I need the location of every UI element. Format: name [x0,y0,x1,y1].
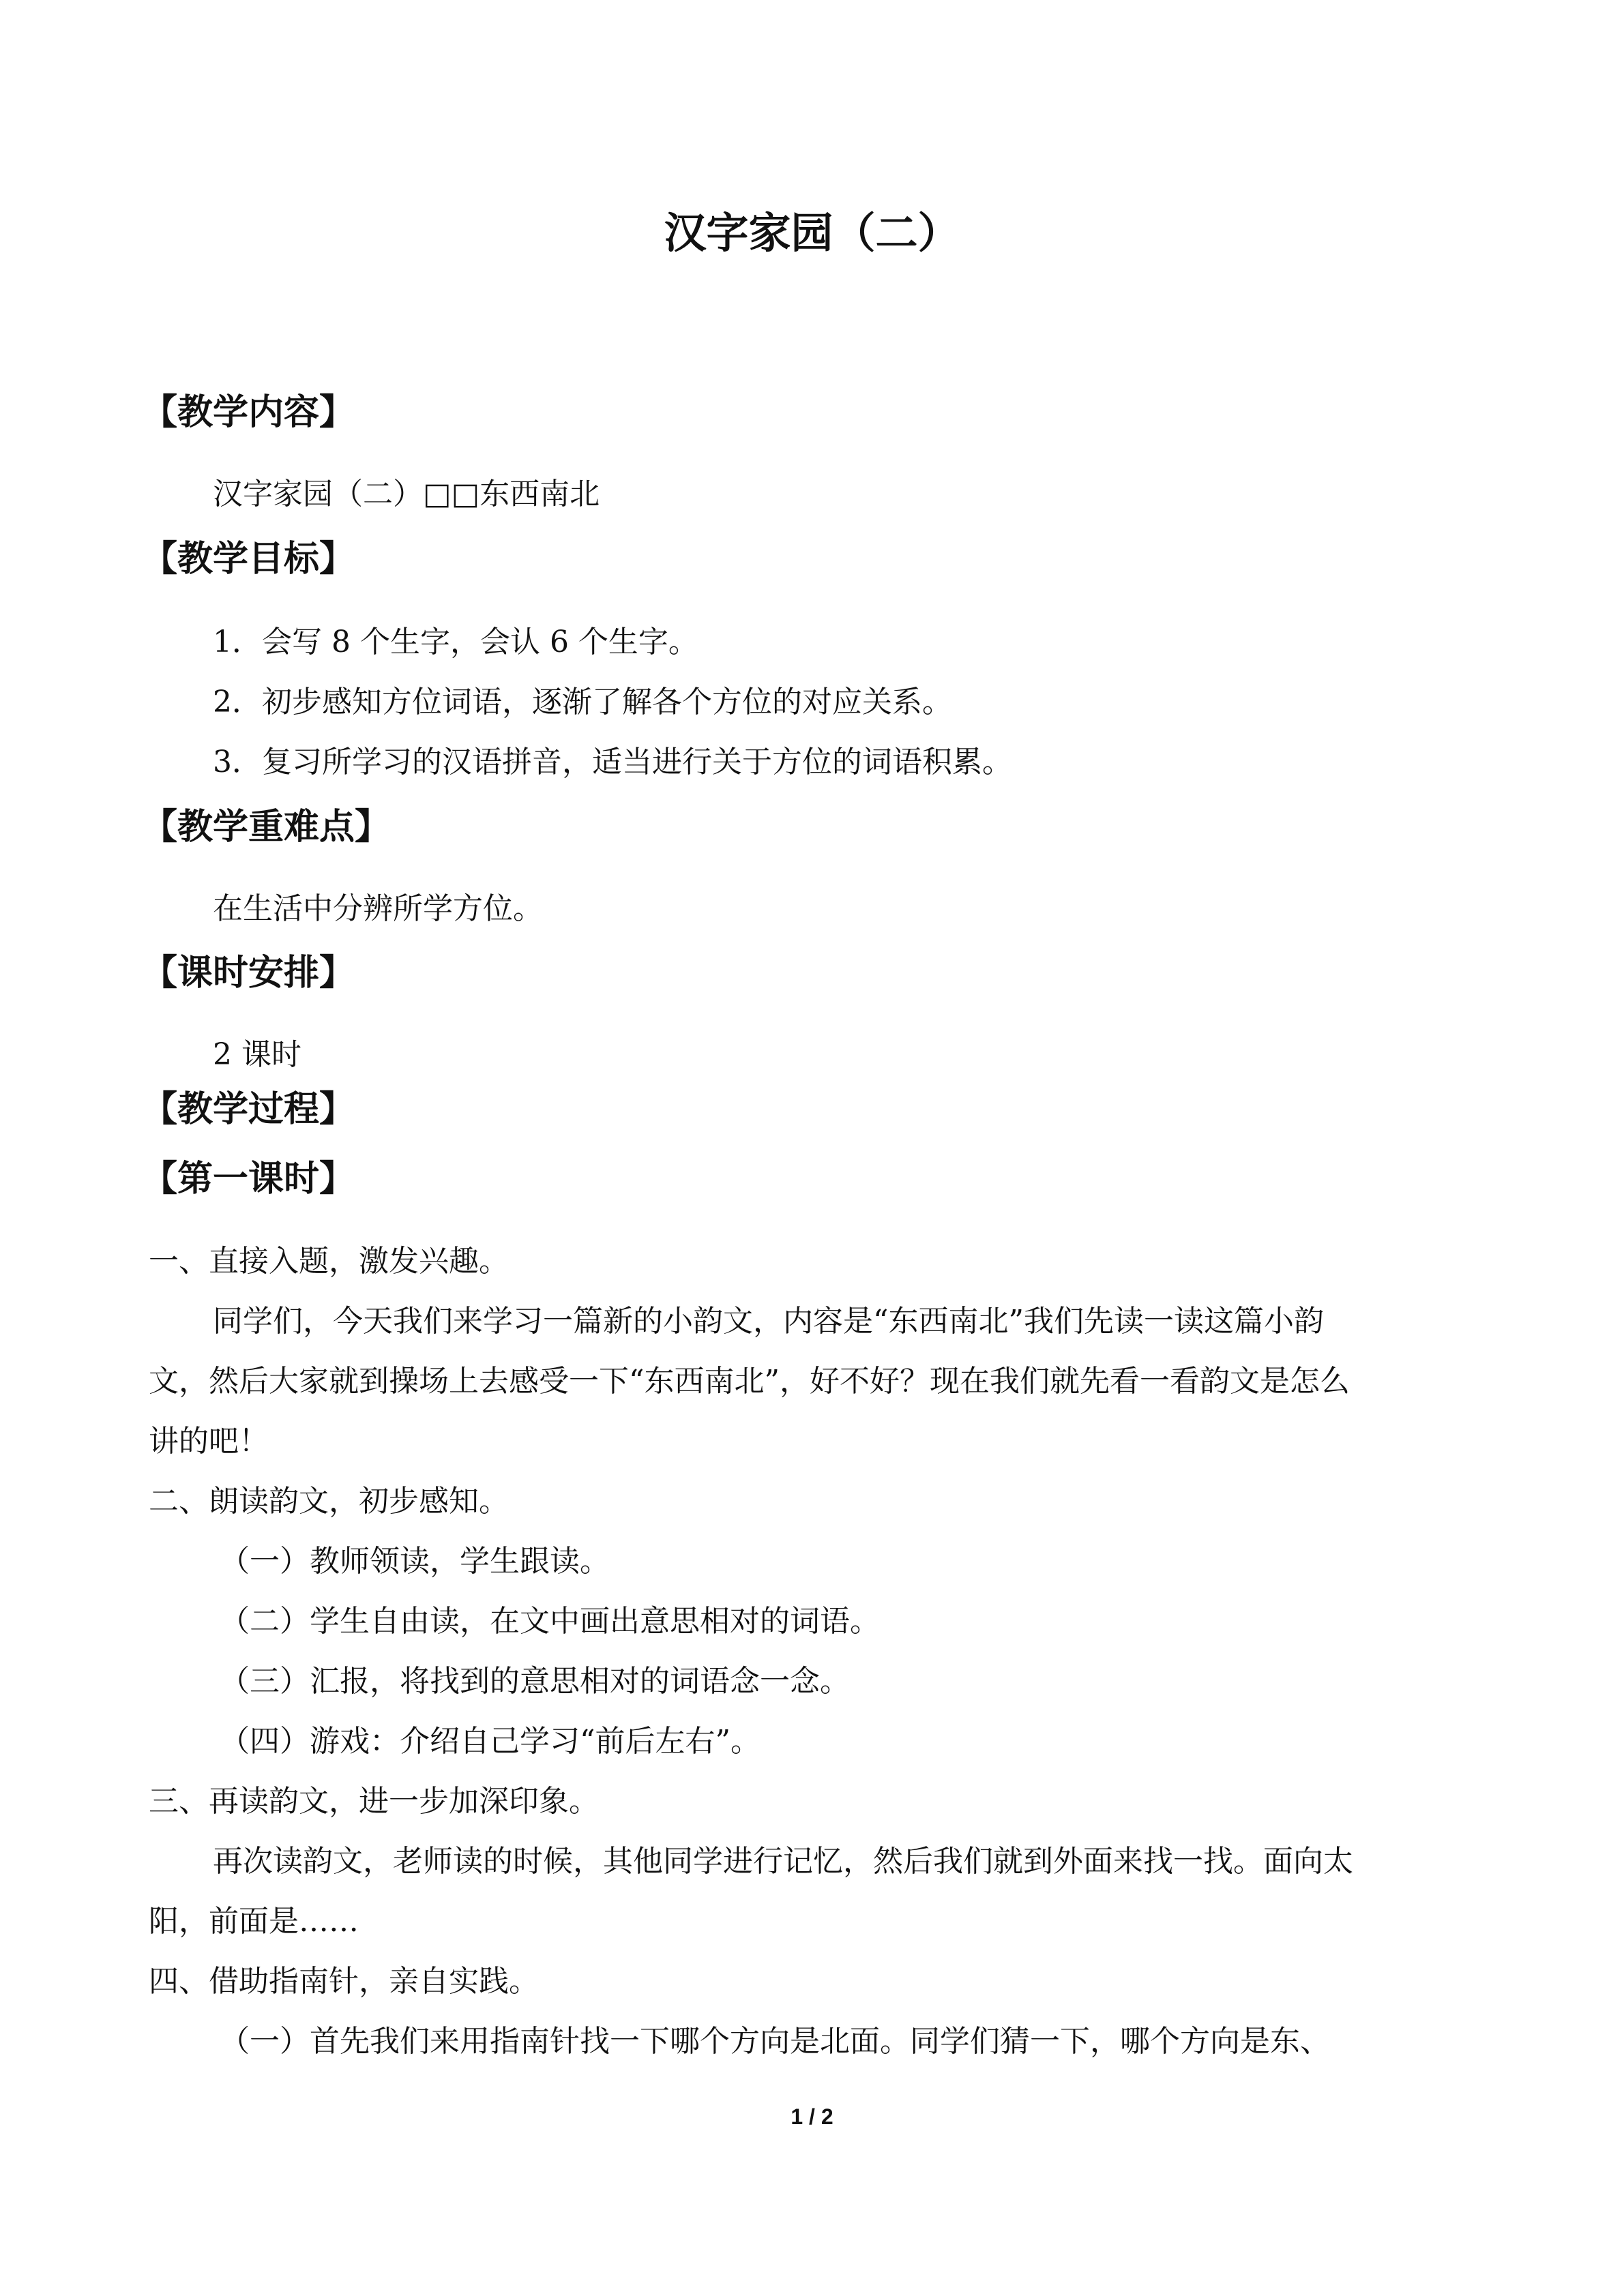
section-2-title: 二、朗读韵文，初步感知。 [149,1484,509,1519]
section-1-paragraph-line-1: 同学们，今天我们来学习一篇新的小韵文，内容是“东西南北”我们先读一读这篇小韵 [213,1304,1324,1339]
section-3-paragraph-line-2: 阳，前面是…… [149,1904,359,1939]
section-3-title: 三、再读韵文，进一步加深印象。 [149,1784,599,1819]
goal-item-3: 3．复习所学习的汉语拼音，适当进行关于方位的词语积累。 [213,745,1012,779]
section-4-item-1: （一）首先我们来用指南针找一下哪个方向是北面。同学们猜一下，哪个方向是东、 [220,2024,1330,2059]
teaching-content-text: 汉字家园（二）□□东西南北 [213,477,600,511]
heading-teaching-goals: 【教学目标】 [142,539,355,580]
page-title: 汉字家园（二） [664,208,960,258]
section-2-item-4: （四）游戏：介绍自己学习“前后左右”。 [220,1724,761,1759]
page-number: 1 / 2 [791,2104,833,2129]
section-1-paragraph-line-3: 讲的吧！ [149,1424,269,1459]
heading-teaching-content: 【教学内容】 [142,392,355,433]
section-1-paragraph-line-2: 文，然后大家就到操场上去感受一下“东西南北”，好不好？现在我们就先看一看韵文是怎么 [149,1364,1350,1399]
schedule-text: 2 课时 [213,1037,301,1072]
heading-schedule: 【课时安排】 [142,953,355,994]
heading-lesson-one: 【第一课时】 [142,1159,355,1199]
key-points-text: 在生活中分辨所学方位。 [213,891,543,926]
goal-item-2: 2．初步感知方位词语，逐渐了解各个方位的对应关系。 [213,685,952,719]
heading-teaching-process: 【教学过程】 [142,1089,355,1130]
section-3-paragraph-line-1: 再次读韵文，老师读的时候，其他同学进行记忆，然后我们就到外面来找一找。面向太 [213,1844,1353,1879]
section-4-title: 四、借助指南针，亲自实践。 [149,1964,539,1999]
section-2-item-3: （三）汇报，将找到的意思相对的词语念一念。 [220,1664,850,1699]
section-1-title: 一、直接入题，激发兴趣。 [149,1244,509,1279]
goal-item-1: 1．会写 8 个生字，会认 6 个生字。 [213,625,698,659]
section-2-item-1: （一）教师领读，学生跟读。 [220,1544,610,1579]
section-2-item-2: （二）学生自由读，在文中画出意思相对的词语。 [220,1604,880,1639]
heading-key-points: 【教学重难点】 [142,807,391,848]
